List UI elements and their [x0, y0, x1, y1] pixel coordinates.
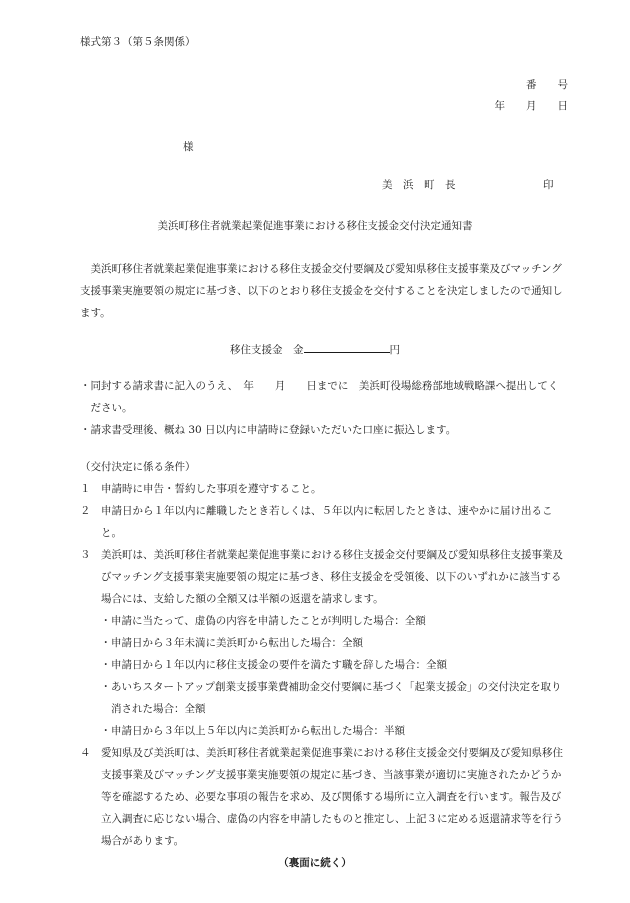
condition-item: ４ 愛知県及び美浜町は、美浜町移住者就業起業促進事業における移住支援金交付要綱及び愛知県移住支援事業及びマッチング支援事業実施要領の規定に基づき、当該事業が適切に実施されたかどうか等を確認するため、必要な事項の報告を求め、及び関係する場所に立入調査を行います。報告及び立入調査に応じない場合、虚偽の内容を申請したものと推定し、上記３に定める返還請求等を行う場合があります。: [80, 747, 563, 847]
document-date-label: 年 月 日: [494, 100, 568, 112]
submission-notes: [80, 375, 564, 441]
condition-item: ２ 申請日から１年以内に離職したとき若しくは、５年以内に転居したときは、速やかに届け出ること。: [80, 505, 553, 539]
repayment-case: ・申請日から３年未満に美浜町から転出した場合：全額: [100, 637, 363, 649]
conditions-title: （交付決定に係る条件）: [80, 461, 196, 473]
amount-unit: 円: [389, 344, 400, 356]
repayment-case: ・あいちスタートアップ創業支援事業費補助金交付要綱に基づく「起業支援金」の交付決定を取り消された場合：全額: [100, 681, 562, 715]
conditions-section: [80, 456, 564, 852]
issuer-title: 美 浜 町 長: [382, 179, 456, 191]
note-item: ・請求書受理後、概ね 30 日以内に申請時に登録いただいた口座に振込します。: [80, 424, 457, 436]
addressee-suffix: 様: [183, 141, 194, 153]
document-title: 美浜町移住者就業起業促進事業における移住支援金交付決定通知書: [157, 220, 473, 232]
amount-row: [0, 340, 630, 357]
continued-on-back-note: （裏面に続く）: [278, 857, 352, 869]
repayment-case: ・申請に当たって、虚偽の内容を申請したことが判明した場合：全額: [100, 615, 426, 627]
repayment-case: ・申請日から１年以内に移住支援金の要件を満たす職を辞した場合：全額: [100, 659, 447, 671]
seal-mark: 印: [543, 179, 554, 191]
condition-item: ３ 美浜町は、美浜町移住者就業起業促進事業における移住支援金交付要綱及び愛知県移住支援事業及びマッチング支援事業実施要領の規定に基づき、移住支援金を受領後、以下のいずれかに該当する場合には、支給した額の全額又は半額の返還を請求します。: [80, 549, 563, 605]
document-number-label: 番 号: [526, 79, 568, 91]
intro-paragraph: 美浜町移住者就業起業促進事業における移住支援金交付要綱及び愛知県移住支援事業及びマッチング支援事業実施要領の規定に基づき、以下のとおり移住支援金を交付することを決定しましたので通知します。: [80, 263, 563, 319]
condition-item: １ 申請時に申告・誓約した事項を遵守すること。: [80, 483, 322, 495]
repayment-case: ・申請日から３年以上５年以内に美浜町から転出した場合：半額: [100, 725, 405, 737]
amount-blank-line: [304, 340, 390, 353]
form-id: 様式第３（第５条関係）: [80, 36, 196, 48]
note-item: ・同封する請求書に記入のうえ、 年 月 日までに 美浜町役場総務部地域戦略課へ提出してください。: [80, 380, 559, 414]
amount-label: 移住支援金 金: [230, 344, 304, 356]
